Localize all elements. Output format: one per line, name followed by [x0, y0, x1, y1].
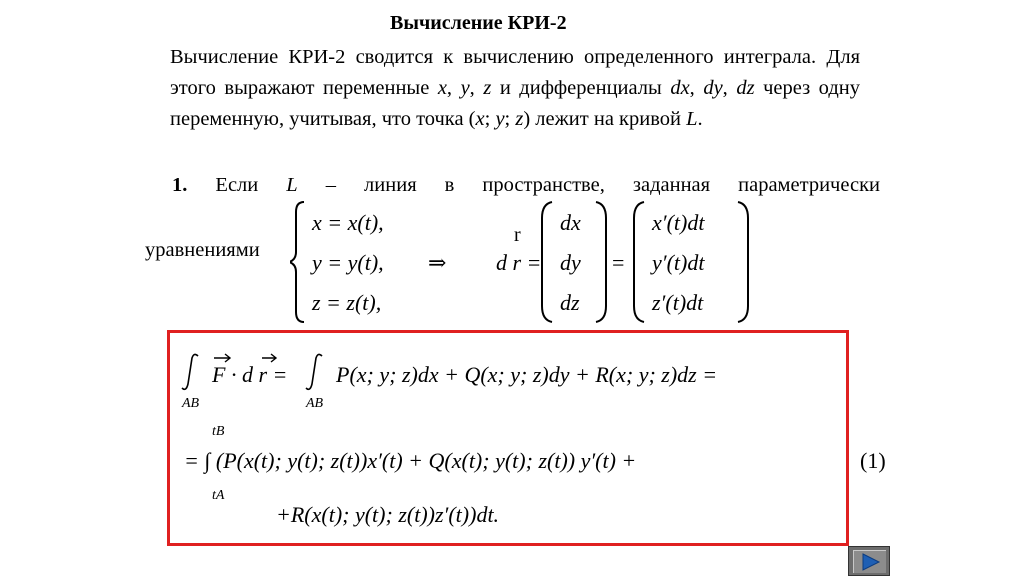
- var-z: z: [483, 77, 492, 99]
- formula-line2: = ∫ (P(x(t); y(t); z(t))x′(t) + Q(x(t); y(t); z(t)) y′(t) +: [184, 448, 637, 473]
- vector-equals: =: [612, 250, 625, 275]
- diff-dz: dz: [736, 77, 755, 99]
- intro-paragraph: Вычисление КРИ-2 сводится к вычислению определенного интеграла. Для этого выражают переменные x, y, z и дифференциалы dx, dy, dz через одну переменную, учитывая, что точка (x; y; z) лежит на кривой L.: [170, 46, 860, 130]
- vec-dz: dz: [560, 290, 580, 315]
- formula-line3: +R(x(t); y(t); z(t))z′(t))dt.: [276, 502, 500, 527]
- point-y: y: [495, 108, 505, 130]
- next-slide-button[interactable]: [848, 546, 890, 576]
- left-brace: [290, 202, 304, 322]
- var-x: x: [437, 77, 447, 99]
- vector2-right-paren: [738, 202, 748, 322]
- play-next-icon: [854, 551, 886, 573]
- vector2-left-paren: [634, 202, 644, 322]
- point-x: x: [475, 108, 485, 130]
- eq-y: y = y(t),: [312, 250, 384, 275]
- item-curve: L: [286, 174, 298, 196]
- vector-right-paren: [596, 202, 606, 322]
- eq-z: z = z(t),: [312, 290, 382, 315]
- point-z: z: [515, 108, 524, 130]
- intro-and: и дифференциалы: [491, 77, 671, 99]
- curve-name: L: [686, 108, 698, 130]
- equations-label: уравнениями: [145, 239, 260, 261]
- vector-r-sign: r: [514, 224, 521, 246]
- diff-dx: dx: [670, 77, 690, 99]
- intro-text-1: Вычисление КРИ-2 сводится к вычислению определенного интеграла. Для этого выражают переменные: [170, 46, 860, 99]
- integral-sub-ab-2: AB: [306, 396, 324, 411]
- item-text-a: Если: [187, 174, 287, 196]
- vec-yprime: y′(t)dt: [652, 250, 705, 275]
- eq-x: x = x(t),: [312, 210, 384, 235]
- vec-zprime: z′(t)dt: [652, 290, 704, 315]
- formula-line1-right: P(x; y; z)dx + Q(x; y; z)dy + R(x; y; z)dz =: [336, 362, 718, 387]
- next-slide-button-face: [853, 550, 886, 573]
- integral-sub-ab-1: AB: [182, 396, 200, 411]
- vec-xprime: x′(t)dt: [652, 210, 705, 235]
- var-y: y: [460, 77, 470, 99]
- intro-text-3: ) лежит на кривой: [523, 108, 687, 130]
- vec-dy: dy: [560, 250, 581, 275]
- limit-lower: tA: [212, 488, 225, 503]
- formula-number: (1): [860, 448, 886, 473]
- intro-text-2: через одну переменную, учитывая, что точка (: [170, 77, 860, 130]
- vec-dx: dx: [560, 210, 581, 235]
- diff-dy: dy: [703, 77, 723, 99]
- vector-left-paren: [542, 202, 552, 322]
- limit-upper: tB: [212, 424, 225, 439]
- item-one: [172, 174, 880, 197]
- dr-equals: d r =: [496, 250, 542, 275]
- parametric-system: [290, 198, 770, 328]
- item-text-b: – линия в пространстве, заданная параметрически: [297, 174, 880, 196]
- implies-symbol: ⇒: [428, 250, 447, 275]
- formula-line1-left: F · d r =: [212, 362, 288, 387]
- item-number: 1.: [172, 174, 188, 196]
- slide-title: Вычисление КРИ-2: [390, 12, 567, 34]
